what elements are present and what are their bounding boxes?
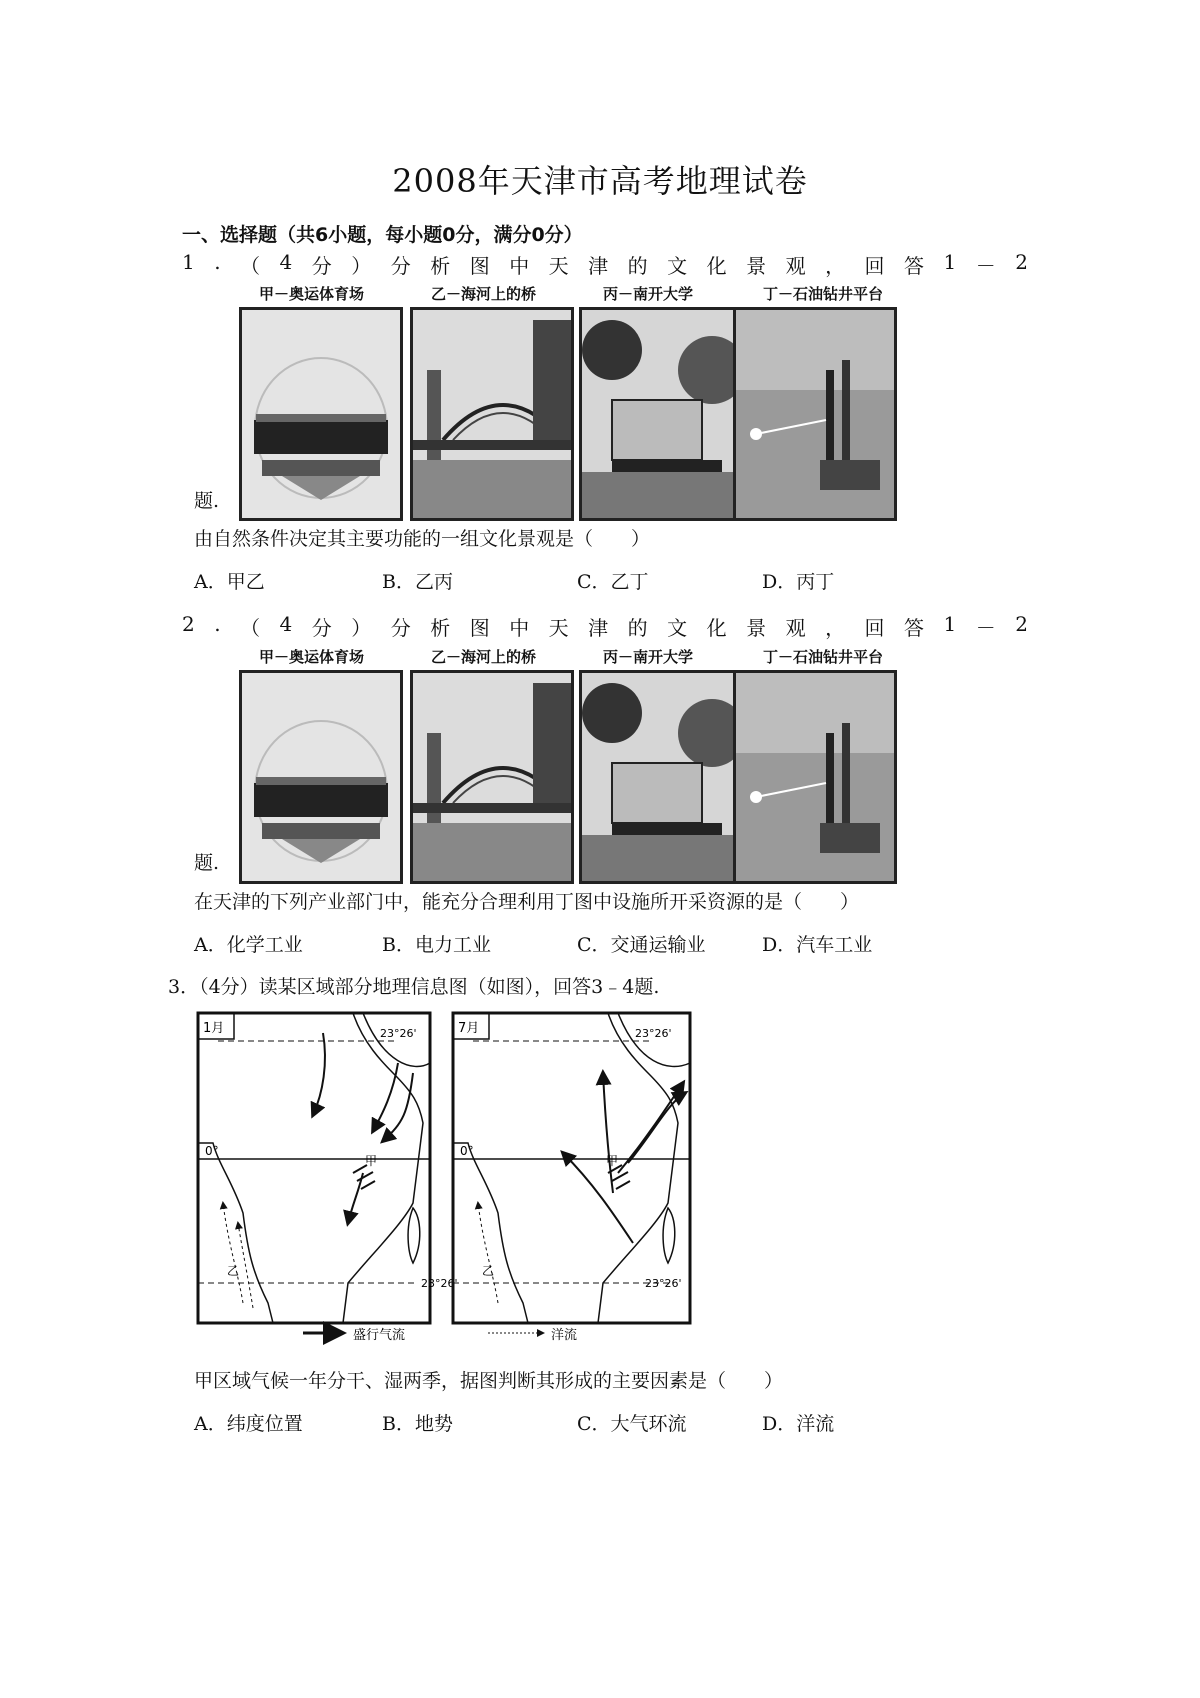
q1-stem-char: 4 [279,250,293,274]
lat-label-south: 23°26' [421,1277,458,1290]
q2-stem-char: 天 [548,616,569,640]
q2-option-b[interactable]: B．电力工业 [382,934,491,956]
legend-current: 洋流 [551,1328,578,1343]
q1-stem-char: 中 [509,254,530,278]
point-yi-jan: 乙 [227,1264,240,1278]
q1-stem-char: 图 [469,254,490,278]
photo-label-jia: 甲－奥运体育场 [259,648,365,666]
q2-question: 在天津的下列产业部门中，能充分合理利用丁图中设施所开采资源的是（ ） [194,891,860,913]
photo-label-yi: 乙－海河上的桥 [431,648,537,666]
q2-stem-char: 1 [943,612,957,636]
q2-stem-char: － [975,616,996,640]
q1-option-c[interactable]: C．乙丁 [577,571,649,593]
point-yi-jul: 乙 [482,1264,495,1278]
q1-stem [182,250,1028,279]
q2-option-c[interactable]: C．交通运输业 [577,934,706,956]
q3-question: 甲区域气候一年分干、湿两季，据图判断其形成的主要因素是（ ） [194,1370,784,1392]
bridge-photo [410,307,574,521]
equator-label: 0° [205,1144,219,1158]
q2-stem-char: 析 [430,616,451,640]
q1-stem-char: 分 [390,254,411,278]
q1-tail: 题. [194,490,220,512]
q1-stem-char: 津 [588,254,609,278]
photo-label-bing: 丙－南开大学 [603,285,694,303]
bridge-photo [410,670,574,884]
q3-option-d[interactable]: D．洋流 [762,1413,835,1435]
photo-label-bing: 丙－南开大学 [603,648,694,666]
q2-stem-char: 化 [706,616,727,640]
q2-stem-char: ， [825,616,846,640]
q2-stem-char: 回 [864,616,885,640]
photo-label-yi: 乙－海河上的桥 [431,285,537,303]
stadium-photo [239,307,403,521]
university-photo [579,307,743,521]
q2-stem-char: ） [351,616,372,640]
q1-stem-char: 天 [548,254,569,278]
q2-stem-char: 分 [390,616,411,640]
panel-label-january: 1月 [203,1021,225,1036]
legend-wind: 盛行气流 [353,1328,406,1343]
university-photo [579,670,743,884]
q1-stem-char: 文 [667,254,688,278]
lat-label-north-july: 23°26' [635,1027,672,1040]
q1-stem-char: － [975,254,996,278]
q1-stem-char: 2 [1015,250,1028,274]
q1-stem-char: 析 [430,254,451,278]
q2-tail: 题. [194,852,220,874]
point-jia-jul: 甲 [606,1154,619,1168]
q1-option-a[interactable]: A．甲乙 [194,571,265,593]
q2-stem-char: （ [240,616,261,640]
q1-stem-char: 答 [904,254,925,278]
q2-stem-char: 中 [509,616,530,640]
q1-option-b[interactable]: B．乙丙 [382,571,453,593]
q2-stem-char: 景 [746,616,767,640]
q1-stem-char: 分 [311,254,332,278]
q2-stem-char: 分 [311,616,332,640]
photo-label-jia: 甲－奥运体育场 [259,285,365,303]
section-heading: 一、选择题（共6小题，每小题0分，满分0分） [182,224,583,246]
q3-option-b[interactable]: B．地势 [382,1413,453,1435]
panel-label-july: 7月 [458,1021,480,1036]
q2-stem-char: . [214,612,221,636]
q2-stem-char: 答 [904,616,925,640]
q2-stem-char: 2 [1015,612,1028,636]
equator-label-july: 0° [460,1144,474,1158]
q1-stem-char: ， [825,254,846,278]
map-panel-january [198,1013,458,1323]
q1-stem-char: 1 [182,250,195,274]
q2-stem-char: 观 [785,616,806,640]
q1-stem-char: 化 [706,254,727,278]
page-title: 2008年天津市高考地理试卷 [392,162,808,200]
q2-stem-char: 津 [588,616,609,640]
q1-photo-strip [255,283,975,528]
q3-stem: 3．（4分）读某区域部分地理信息图（如图），回答3﹣4题. [168,976,660,998]
q1-stem-char: （ [240,254,261,278]
q3-option-c[interactable]: C．大气环流 [577,1413,687,1435]
q1-stem-char: . [214,250,221,274]
q2-stem-char: 图 [469,616,490,640]
oil-rig-photo [733,307,897,521]
q2-stem-char: 2 [182,612,195,636]
q1-question: 由自然条件决定其主要功能的一组文化景观是（ ） [194,528,651,550]
q2-stem-char: 的 [627,616,648,640]
oil-rig-photo [733,670,897,884]
q1-stem-char: 1 [943,250,957,274]
q1-stem-char: 景 [746,254,767,278]
q1-stem-char: 的 [627,254,648,278]
q2-option-d[interactable]: D．汽车工业 [762,934,873,956]
lat-label-south-july: 23°26' [645,1277,682,1290]
q2-option-a[interactable]: A．化学工业 [194,934,303,956]
stadium-photo [239,670,403,884]
q1-stem-char: ） [351,254,372,278]
q2-stem [182,612,1028,641]
q2-stem-char: 文 [667,616,688,640]
q1-stem-char: 回 [864,254,885,278]
q2-photo-strip [255,646,975,891]
lat-label-north: 23°26' [380,1027,417,1040]
point-jia-jan: 甲 [365,1154,378,1168]
q2-stem-char: 4 [279,612,293,636]
photo-label-ding: 丁－石油钻井平台 [763,285,884,303]
photo-label-ding: 丁－石油钻井平台 [763,648,884,666]
q1-stem-char: 观 [785,254,806,278]
map-panel-july [453,1013,690,1323]
q1-option-d[interactable]: D．丙丁 [762,571,835,593]
q3-option-a[interactable]: A．纬度位置 [194,1413,303,1435]
